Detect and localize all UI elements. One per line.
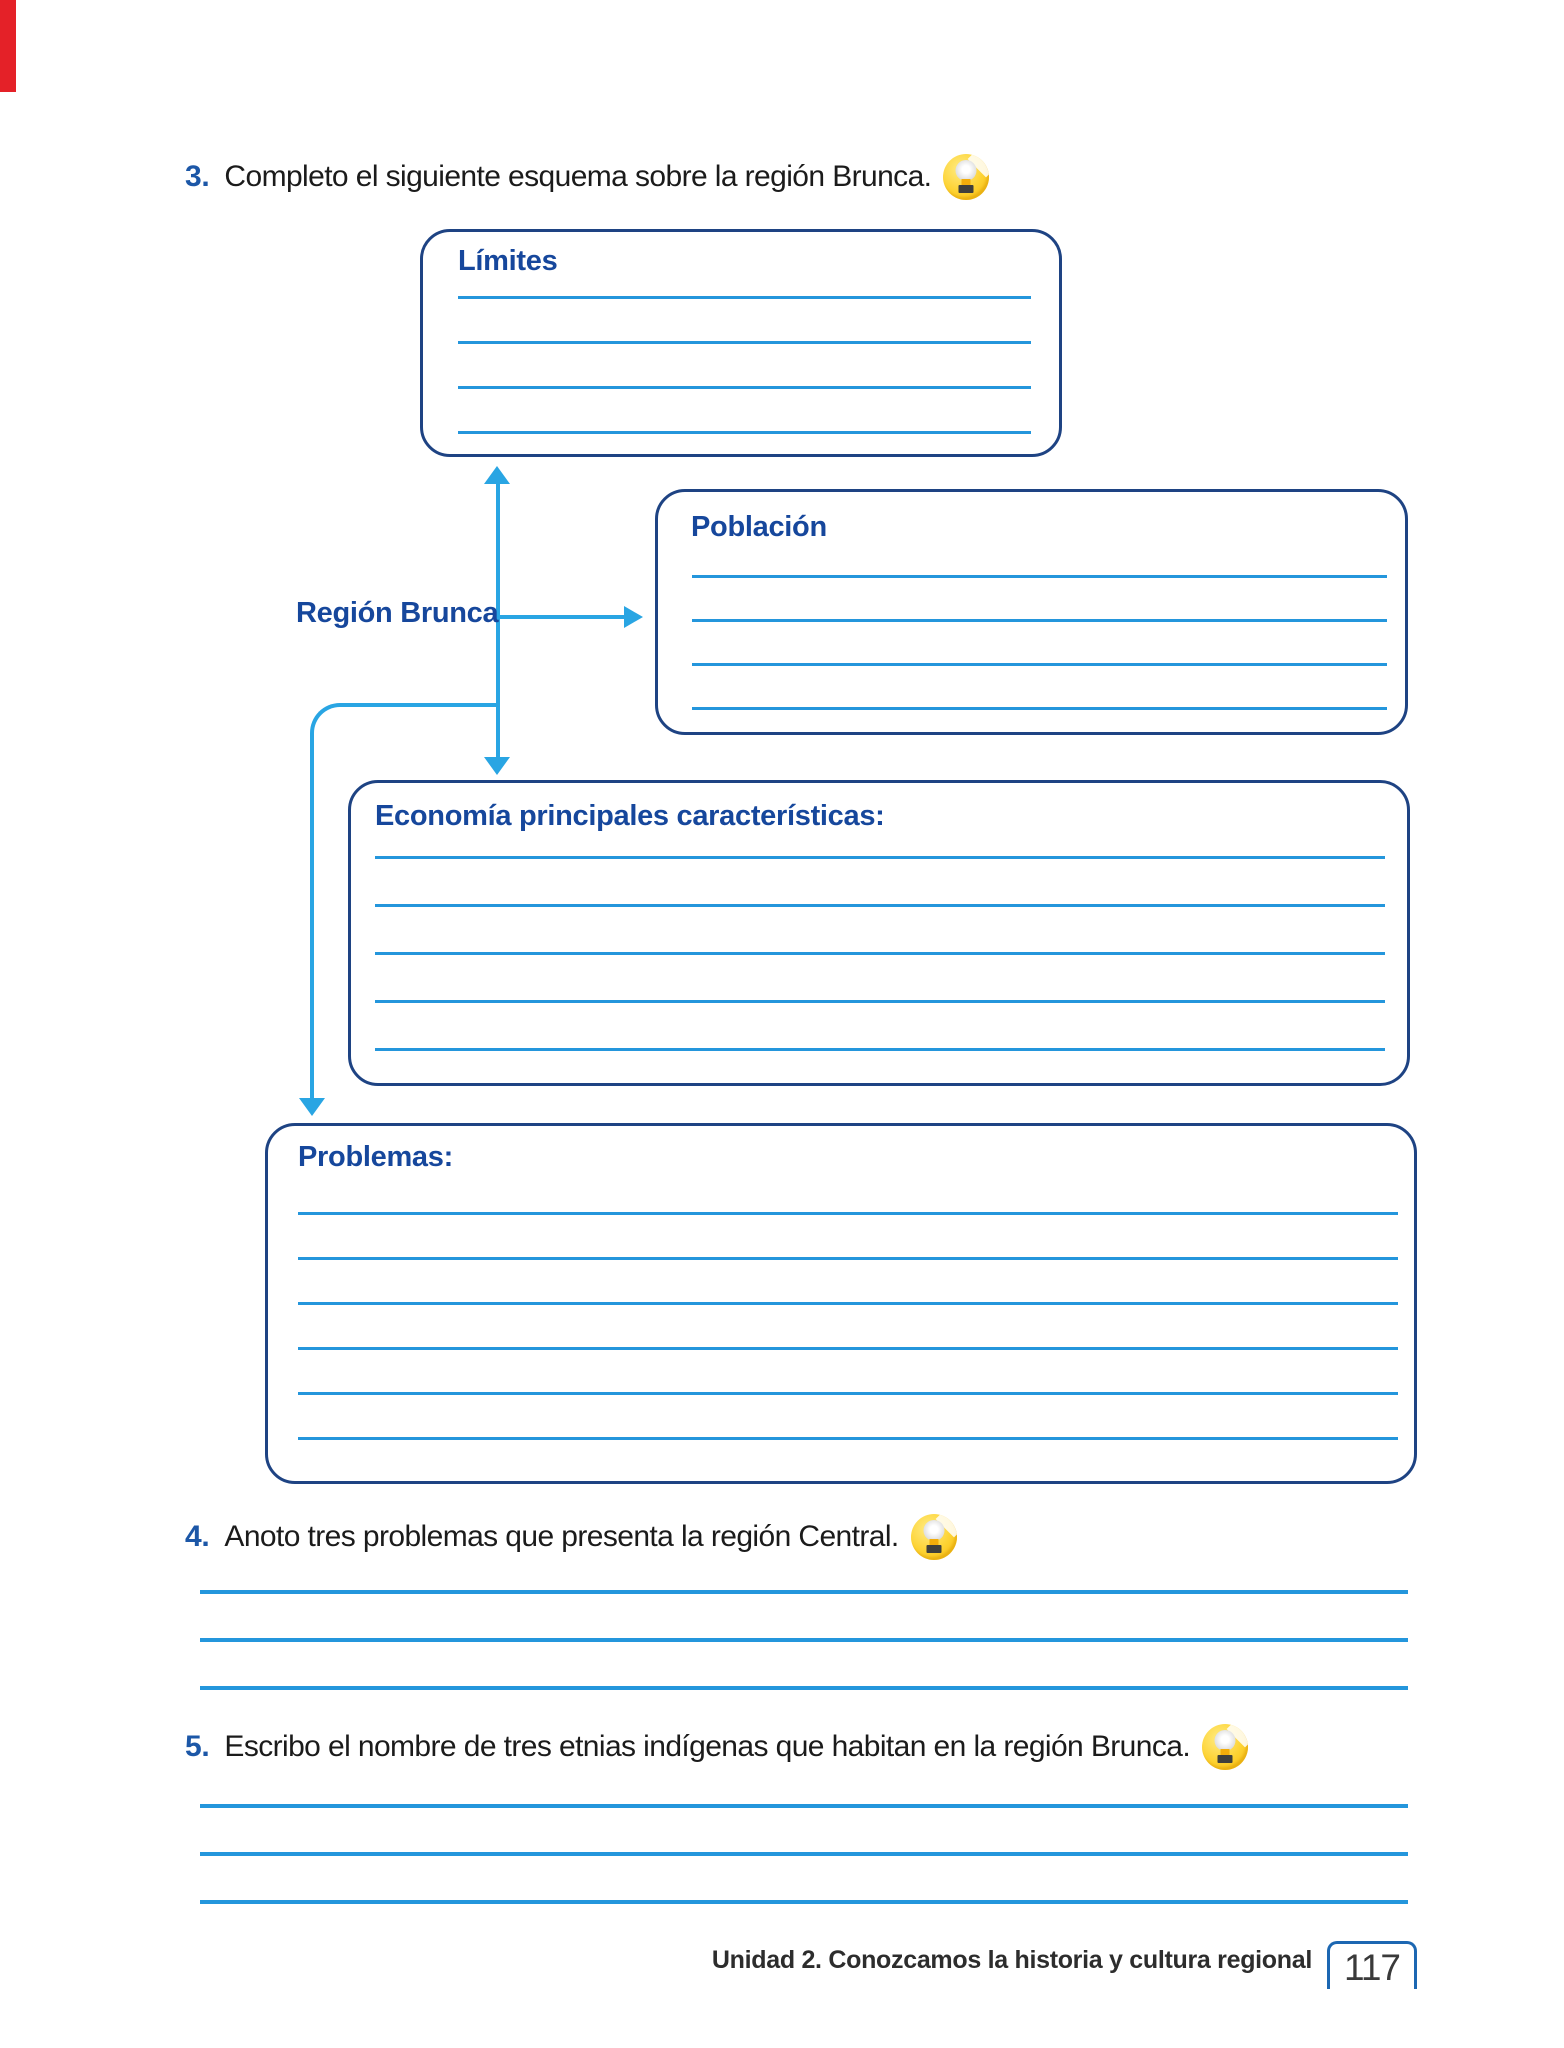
exercise-3 — [185, 152, 989, 202]
answer-line — [298, 1260, 1398, 1305]
page-number: 117 — [1344, 1946, 1400, 1988]
answer-line — [200, 1594, 1408, 1642]
lightbulb-icon — [943, 154, 989, 200]
diagram-box-poblacion — [655, 489, 1408, 735]
diagram-box-economia-label: Economía principales características: — [375, 800, 885, 832]
bulb-base — [1218, 1755, 1233, 1763]
answer-line — [200, 1808, 1408, 1856]
answer-line — [375, 859, 1385, 907]
answer-line — [375, 907, 1385, 955]
exercise-4-answer-lines — [200, 1546, 1408, 1690]
answer-line — [200, 1642, 1408, 1690]
diagram-box-problemas-label: Problemas: — [298, 1141, 453, 1173]
exercise-3-text: Completo el siguiente esquema sobre la región Brunca. — [224, 160, 932, 193]
bulb-glass — [923, 1520, 944, 1541]
exercise-5-answer-lines — [200, 1760, 1408, 1904]
answer-line — [298, 1305, 1398, 1350]
page-number-tab — [1327, 1941, 1417, 1989]
page-edge-red-tab — [0, 0, 16, 92]
exercise-4-number: 4. — [185, 1520, 210, 1553]
exercise-4-text: Anoto tres problemas que presenta la región Central. — [224, 1520, 899, 1553]
problemas-writing-lines — [298, 1170, 1398, 1440]
answer-line — [375, 811, 1385, 859]
bulb-base — [926, 1545, 941, 1553]
bulb-glass — [1215, 1730, 1236, 1751]
answer-line — [375, 1003, 1385, 1051]
limites-writing-lines — [458, 254, 1031, 434]
poblacion-writing-lines — [692, 534, 1387, 710]
answer-line — [375, 955, 1385, 1003]
answer-line — [458, 299, 1031, 344]
diagram-box-poblacion-label: Población — [691, 511, 827, 543]
diagram-center-label: Región Brunca — [296, 597, 499, 629]
arrowhead-up-icon — [484, 466, 510, 484]
answer-line — [200, 1546, 1408, 1594]
answer-line — [692, 534, 1387, 578]
footer-unit-title: Unidad 2. Conozcamos la historia y cultura regional — [711, 1946, 1312, 1974]
bulb-base — [959, 185, 974, 193]
arrowhead-down-branch-icon — [299, 1098, 325, 1116]
diagram-box-limites — [420, 229, 1062, 457]
diagram-box-limites-label: Límites — [458, 245, 558, 277]
answer-line — [458, 254, 1031, 299]
exercise-3-number: 3. — [185, 160, 210, 193]
economia-writing-lines — [375, 811, 1385, 1051]
connector-horizontal-line — [498, 615, 626, 619]
answer-line — [458, 389, 1031, 434]
answer-line — [298, 1395, 1398, 1440]
answer-line — [298, 1215, 1398, 1260]
diagram-box-problemas — [265, 1123, 1417, 1484]
answer-line — [298, 1170, 1398, 1215]
exercise-5-text: Escribo el nombre de tres etnias indígenas que habitan en la región Brunca. — [224, 1730, 1191, 1763]
answer-line — [692, 578, 1387, 622]
exercise-5-number: 5. — [185, 1730, 210, 1763]
bulb-glass — [956, 160, 977, 181]
answer-line — [298, 1350, 1398, 1395]
answer-line — [692, 666, 1387, 710]
answer-line — [692, 622, 1387, 666]
arrowhead-right-icon — [624, 606, 643, 628]
answer-line — [200, 1856, 1408, 1904]
answer-line — [200, 1760, 1408, 1808]
answer-line — [458, 344, 1031, 389]
diagram-box-economia — [348, 780, 1410, 1086]
